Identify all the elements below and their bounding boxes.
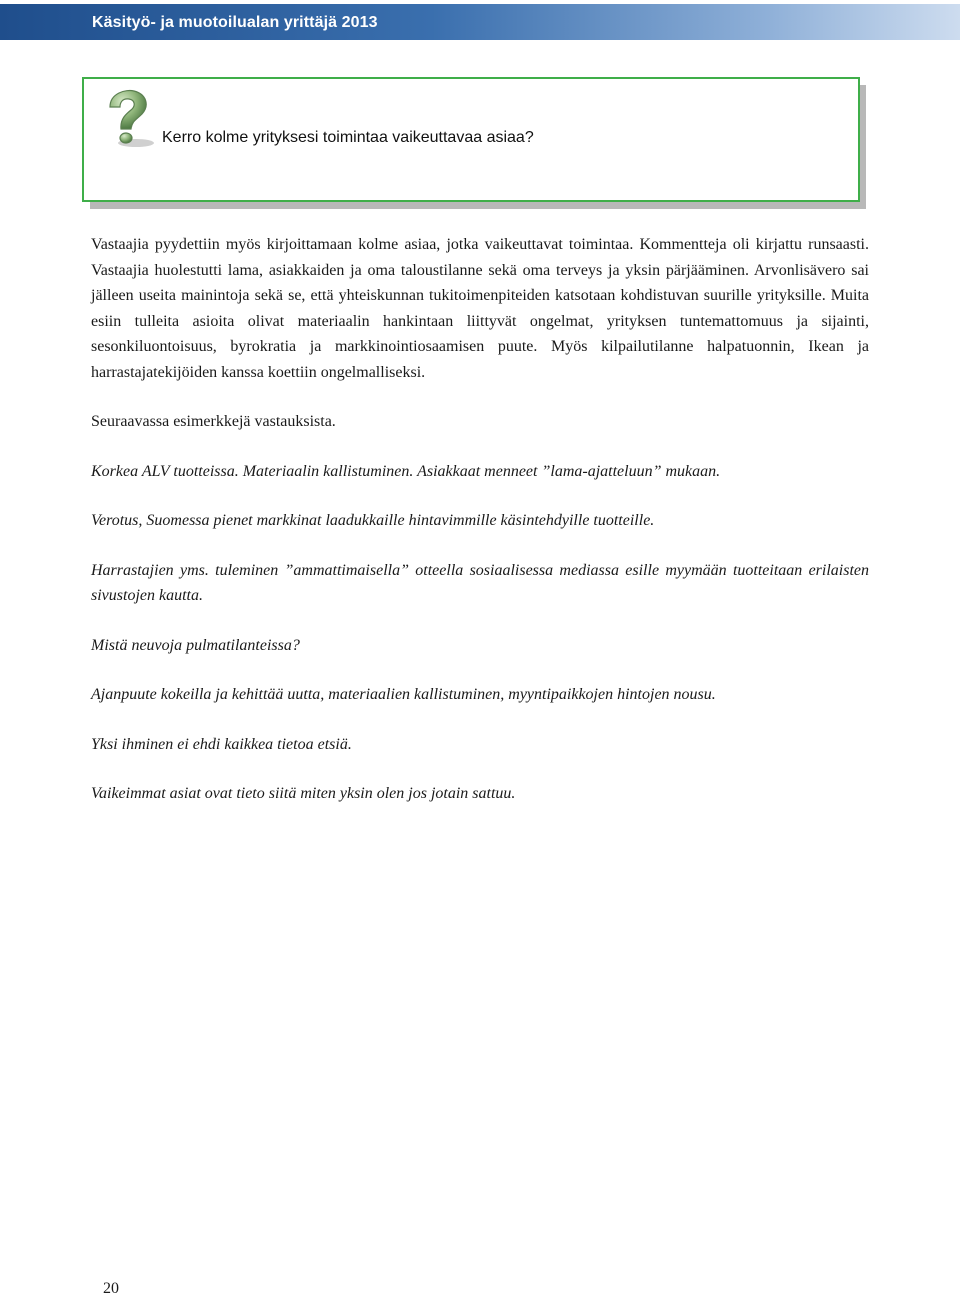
main-content — [91, 232, 869, 807]
quote-1: Korkea ALV tuotteissa. Materiaalin kallistuminen. Asiakkaat menneet ”lama-ajatteluun” mukaan. — [91, 462, 721, 480]
quote-2: Verotus, Suomessa pienet markkinat laadukkaille hintavimmille käsintehdyille tuotteille. — [91, 512, 655, 529]
quote-7: Vaikeimmat asiat ovat tieto siitä miten yksin olen jos jotain sattuu. — [91, 785, 516, 802]
intro-paragraph: Vastaajia pyydettiin myös kirjoittamaan kolme asiaa, jotka vaikeuttavat toimintaa. Kommentteja oli kirjattu runsaasti. Vastaajia huolestutti lama, asiakkaiden ja oma taloustilanne sekä oma terveys ja yksin pärjääminen. Arvonlisävero sai jälleen useita mainintoja sekä se, että yhteiskunnan tukitoimenpiteiden katsotaan kohdistuvan suurille yrityksille. Muita esiin tulleita asioita olivat materiaalin hankintaan liittyvät ongelmat, yrityksen tuntemattomuus ja sijainti, sesonkiluontoisuus, byrokratia ja markkinointiosaamisen puute. Myös kilpailutilanne halpatuonnin, Ikean ja harrastajatekijöiden kanssa koettiin ongelmalliseksi. — [91, 236, 869, 381]
examples-intro: Seuraavassa esimerkkejä vastauksista. — [91, 413, 336, 430]
header-bar — [0, 4, 960, 40]
question-box — [82, 77, 860, 202]
header-title: Käsityö- ja muotoilualan yrittäjä 2013 — [92, 14, 378, 31]
quote-5: Ajanpuute kokeilla ja kehittää uutta, materiaalien kallistuminen, myyntipaikkojen hintojen nousu. — [91, 686, 716, 703]
quote-3: Harrastajien yms. tuleminen ”ammattimaisella” otteella sosiaalisessa mediassa esille myymään tuotteitaan erilaisten sivustojen kautta. — [91, 561, 869, 604]
question-text: Kerro kolme yrityksesi toimintaa vaikeuttavaa asiaa? — [162, 129, 534, 146]
quote-6: Yksi ihminen ei ehdi kaikkea tietoa etsiä. — [91, 735, 352, 753]
question-mark-icon — [100, 87, 160, 149]
quote-4: Mistä neuvoja pulmatilanteissa? — [91, 636, 300, 654]
page-number: 20 — [103, 1280, 119, 1297]
